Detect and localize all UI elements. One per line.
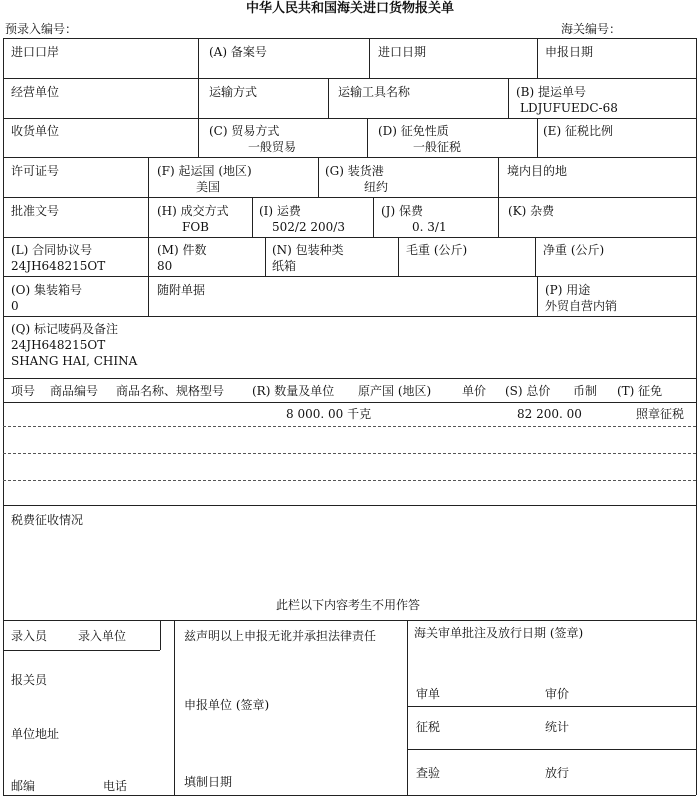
goods-header-item-no: 项号 [11,384,36,398]
footer-line [407,706,696,707]
origin-country-label: (F) 起运国 (地区) [157,164,252,178]
row-line [3,118,696,119]
contract-label: (L) 合同协议号 [11,243,93,257]
attached-documents-label: 随附单据 [157,283,206,297]
price-review-label: 审价 [545,687,570,701]
license-label: 许可证号 [11,164,60,178]
trade-mode-label: (C) 贸易方式 [209,124,280,138]
footer-divider [174,620,175,795]
goods-header-code: 商品编号 [50,384,99,398]
cell-divider [148,197,149,237]
package-type-value: 纸箱 [272,259,297,273]
row-line [3,316,696,317]
tax-ratio-label: (E) 征税比例 [543,124,613,138]
cell-divider [508,78,509,118]
transaction-terms-value: FOB [182,220,209,234]
row-line [3,237,696,238]
cell-divider [148,157,149,197]
entry-clerk-label: 录入员 [11,629,48,643]
cell-divider [318,157,319,197]
cell-divider [373,197,374,237]
goods-dashed-line [3,453,696,454]
frame-bottom [3,795,696,796]
cell-divider [537,118,538,157]
usage-label: (P) 用途 [545,283,591,297]
fill-date-label: 填制日期 [184,775,233,789]
cell-divider [198,38,199,78]
gross-weight-label: 毛重 (公斤) [406,243,468,257]
cell-divider [537,38,538,78]
address-label: 单位地址 [11,727,60,741]
review-label: 审单 [416,687,441,701]
freight-value: 502/2 200/3 [272,220,345,234]
goods-header-tax: (T) 征免 [617,384,663,398]
inspection-label: 查验 [416,766,441,780]
footer-line [3,650,160,651]
goods-header-total: (S) 总价 [505,384,551,398]
row-line [3,197,696,198]
frame-top [3,38,696,39]
insurance-label: (J) 保费 [381,204,423,218]
goods-header-origin: 原产国 (地区) [358,384,432,398]
bill-of-lading-label: (B) 提运单号 [516,85,586,99]
cell-divider [498,157,499,197]
declaration-statement: 兹声明以上申报无讹并承担法律责任 [184,629,377,643]
row-line [3,78,696,79]
declarer-label: 报关员 [11,673,48,687]
net-weight-label: 净重 (公斤) [543,243,605,257]
transport-mode-label: 运输方式 [209,85,258,99]
marks-line-2: SHANG HAI, CHINA [11,354,138,368]
row-line [3,157,696,158]
row-line [3,402,696,403]
record-number-label: (A) 备案号 [209,45,267,59]
goods-dashed-line [3,426,696,427]
postcode-label: 邮编 [11,779,36,793]
row-line [3,620,696,621]
frame-left [3,38,4,795]
customs-number-label: 海关编号： [561,22,622,36]
origin-country-value: 美国 [196,180,221,194]
pre-entry-number-label: 预录入编号： [5,22,78,36]
trade-mode-value: 一般贸易 [248,140,297,154]
goods-header-name-spec: 商品名称、规格型号 [116,384,225,398]
cell-divider [148,237,149,276]
marks-line-1: 24JH648215OT [11,338,106,352]
contract-value: 24JH648215OT [11,259,106,273]
cell-divider [198,78,199,118]
cell-divider [398,237,399,276]
usage-value: 外贸自营内销 [545,299,618,313]
marks-label: (Q) 标记唛码及备注 [11,322,119,336]
phone-label: 电话 [103,779,128,793]
destination-label: 境内目的地 [507,164,568,178]
cell-divider [328,78,329,118]
insurance-value: 0. 3/1 [412,220,447,234]
cell-divider [265,237,266,276]
freight-label: (I) 运费 [259,204,301,218]
misc-fee-label: (K) 杂费 [508,204,555,218]
cell-divider [535,237,536,276]
import-date-label: 进口日期 [378,45,427,59]
declare-date-label: 申报日期 [545,45,594,59]
goods-header-currency: 币制 [573,384,598,398]
footer-divider [160,620,161,650]
statistics-label: 统计 [545,720,570,734]
import-port-label: 进口口岸 [11,45,60,59]
cell-divider [367,118,368,157]
container-number-value: 0 [11,299,19,313]
container-number-label: (O) 集装箱号 [11,283,83,297]
cell-divider [198,118,199,157]
cell-divider [148,276,149,316]
operator-label: 经营单位 [11,85,60,99]
bill-of-lading-value: LDJUFUEDC-68 [520,101,618,115]
form-title: 中华人民共和国海关进口货物报关单 [245,1,454,16]
footer-divider [407,620,408,795]
pieces-value: 80 [157,259,173,273]
release-label: 放行 [545,766,570,780]
goods-qty-value: 8 000. 00 千克 [286,407,372,421]
goods-header-qty-unit: (R) 数量及单位 [252,384,335,398]
loading-port-value: 纽约 [364,180,389,194]
declaring-unit-label: 申报单位 (签章) [184,698,270,712]
consignee-label: 收货单位 [11,124,60,138]
loading-port-label: (G) 装货港 [325,164,384,178]
exam-note: 此栏以下内容考生不用作答 [276,598,421,612]
row-line [3,276,696,277]
tax-nature-label: (D) 征免性质 [378,124,449,138]
tax-collection-label: 税费征收情况 [11,513,84,527]
vehicle-name-label: 运输工具名称 [338,85,411,99]
entry-unit-label: 录入单位 [78,629,127,643]
row-line [3,505,696,506]
pieces-label: (M) 件数 [157,243,207,257]
footer-line [407,749,696,750]
goods-tax-value: 照章征税 [636,407,685,421]
goods-dashed-line [3,480,696,481]
row-line [3,378,696,379]
goods-header-unit-price: 单价 [462,384,487,398]
cell-divider [369,38,370,78]
frame-right [696,38,697,795]
levy-label: 征税 [416,720,441,734]
package-type-label: (N) 包装种类 [272,243,344,257]
goods-total-value: 82 200. 00 [517,407,582,421]
approval-number-label: 批准文号 [11,204,60,218]
cell-divider [252,197,253,237]
cell-divider [498,197,499,237]
cell-divider [537,276,538,316]
transaction-terms-label: (H) 成交方式 [157,204,229,218]
customs-approval-label: 海关审单批注及放行日期 (签章) [414,626,584,640]
tax-nature-value: 一般征税 [413,140,462,154]
